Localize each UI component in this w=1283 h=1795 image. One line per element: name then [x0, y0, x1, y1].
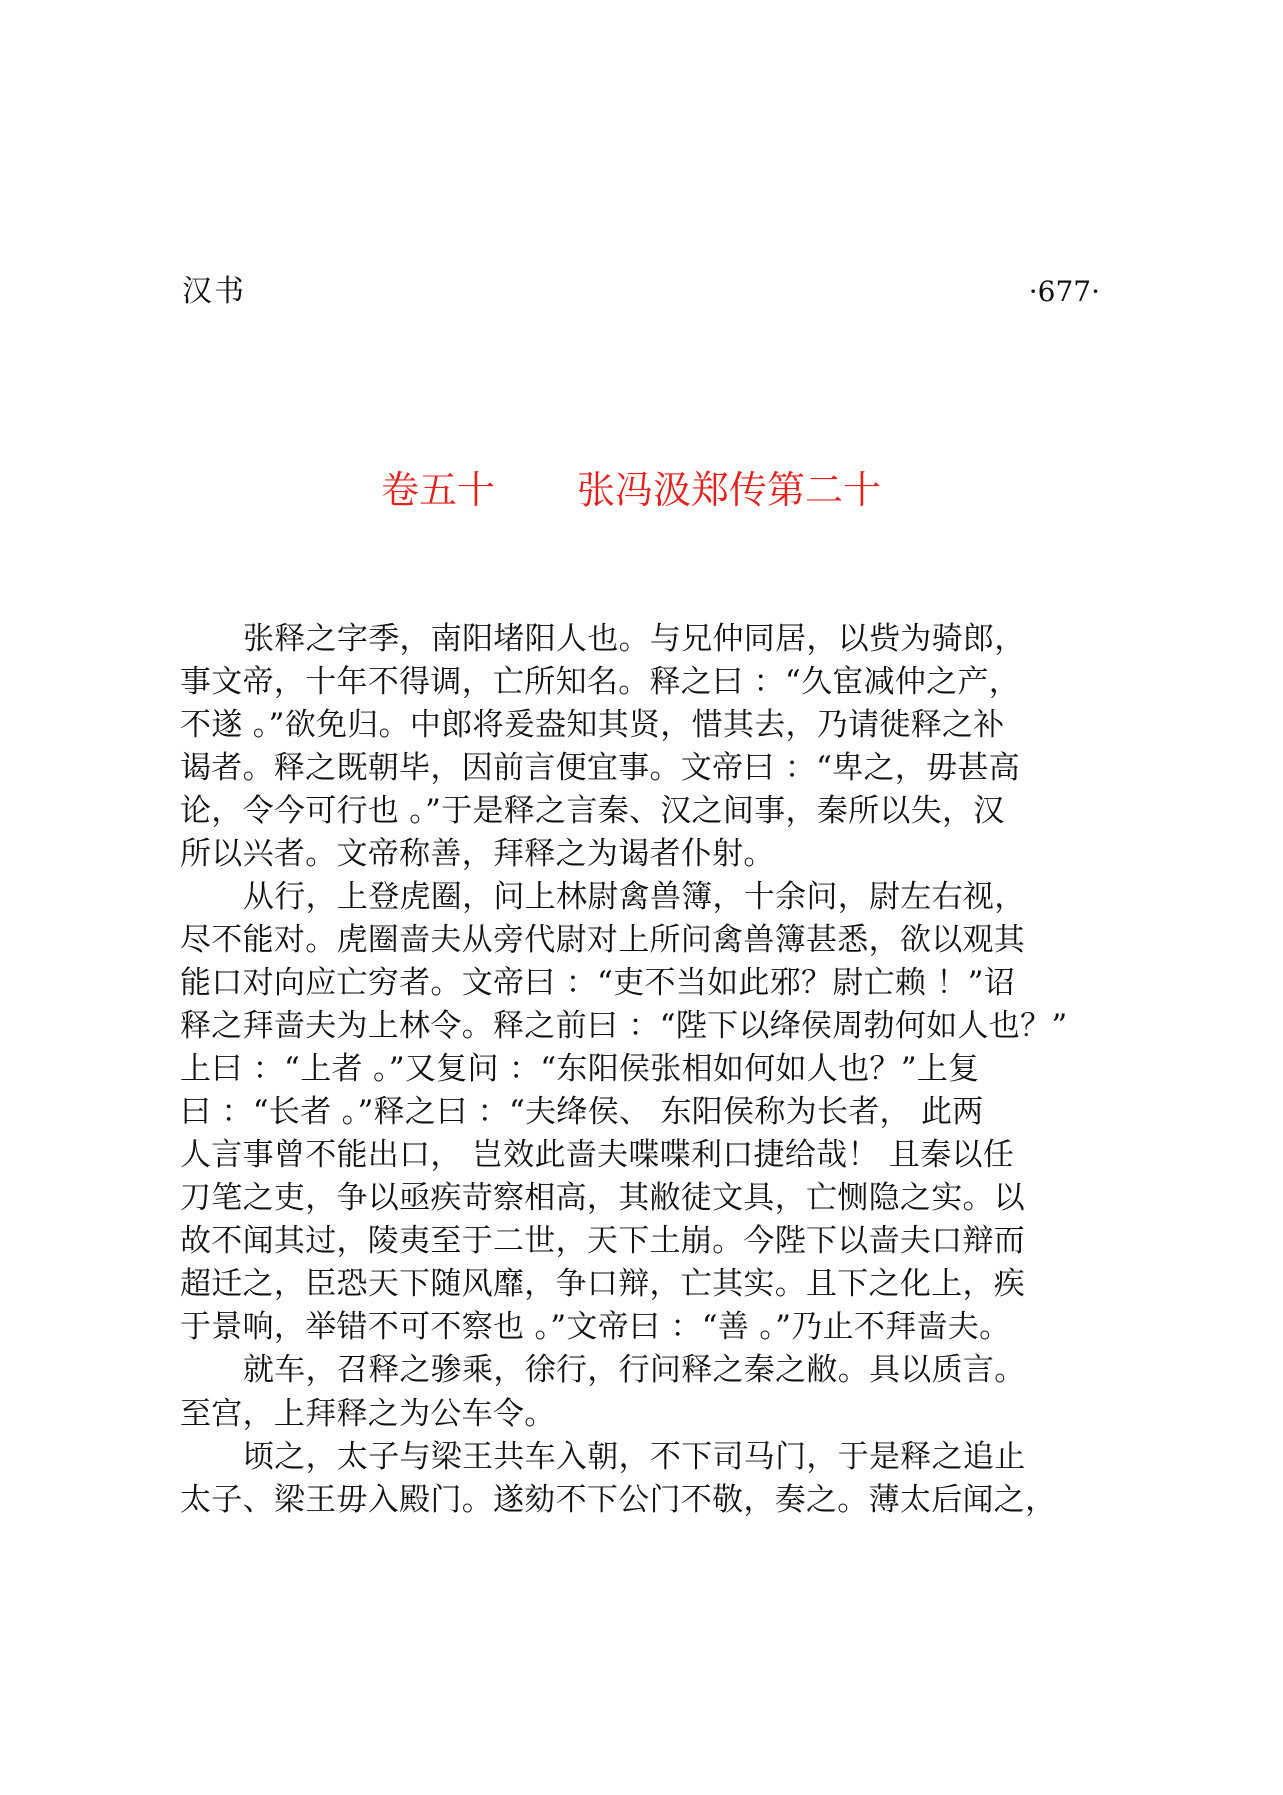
chapter-heading — [381, 462, 881, 518]
body-text — [180, 618, 1080, 1522]
text-line: 能口对向应亡穷者。文帝曰 ：“吏不当如此邪？尉亡赖 ！”诏 — [180, 965, 1016, 1001]
text-line: 上曰 ：“上者 。”又复问 ：“东阳侯张相如何如人也？”上复 — [180, 1051, 980, 1087]
text-line: 论，令今可行也 。”于是释之言秦、汉之间事，秦所以失，汉 — [180, 793, 1005, 829]
text-line: 释之拜啬夫为上林令。释之前曰 ：“陛下以绛侯周勃何如人也？” — [180, 1008, 1068, 1044]
text-line: 故不闻其过，陵夷至于二世，天下土崩。今陛下以啬夫口辩而 — [180, 1223, 1026, 1259]
text-line: 不遂 。”欲免归。中郎将爰盎知其贤，惜其去，乃请徙释之补 — [180, 707, 1005, 743]
chapter-volume: 卷五十 — [381, 468, 496, 512]
text-line: 超迁之，臣恐天下随风靡，争口辩，亡其实。且下之化上，疾 — [180, 1266, 1026, 1302]
text-line: 刀笔之吏，争以亟疾苛察相高，其敝徒文具，亡恻隐之实。以 — [180, 1180, 1026, 1216]
text-line: 人言事曾不能出口， 岂效此啬夫喋喋利口捷给哉！ 且秦以任 — [180, 1137, 1015, 1173]
text-line: 顷之，太子与梁王共车入朝，不下司马门，于是释之追止 — [243, 1439, 1026, 1475]
text-line: 所以兴者。文帝称善，拜释之为谒者仆射。 — [180, 836, 775, 872]
text-line: 曰 ：“长者 。”释之曰 ：“夫绛侯、 东阳侯称为长者， 此两 — [180, 1094, 984, 1130]
paragraph-3 — [180, 1349, 1080, 1436]
paragraph-2 — [180, 876, 1080, 1349]
paragraph-1 — [180, 618, 1080, 876]
text-line: 于景响，举错不可不察也 。”文帝曰 ：“善 。”乃止不拜啬夫。 — [180, 1309, 1011, 1345]
text-line: 就车，召释之骖乘，徐行，行问释之秦之敝。具以质言。 — [243, 1352, 1026, 1388]
paragraph-4 — [180, 1436, 1080, 1522]
chapter-title: 张冯汲郑传第二十 — [577, 468, 882, 512]
text-line: 至宫，上拜释之为公车令。 — [180, 1396, 556, 1432]
text-line: 谒者。释之既朝毕，因前言便宜事。文帝曰 ：“卑之，毋甚高 — [180, 750, 1021, 786]
text-line: 太子、梁王毋入殿门。遂劾不下公门不敬，奏之。薄太后闻之， — [180, 1482, 1057, 1518]
text-line: 从行，上登虎圈，问上林尉禽兽簿，十余问，尉左右视， — [243, 879, 1026, 915]
running-title: 汉书 — [182, 274, 246, 309]
text-line: 事文帝，十年不得调，亡所知名。释之曰 ：“久宦减仲之产， — [180, 664, 1021, 700]
text-line: 尽不能对。虎圈啬夫从旁代尉对上所问禽兽簿甚悉，欲以观其 — [180, 922, 1026, 958]
text-line: 张释之字季，南阳堵阳人也。与兄仲同居，以赀为骑郎， — [243, 621, 1026, 657]
page-number: ·677· — [1028, 275, 1100, 308]
